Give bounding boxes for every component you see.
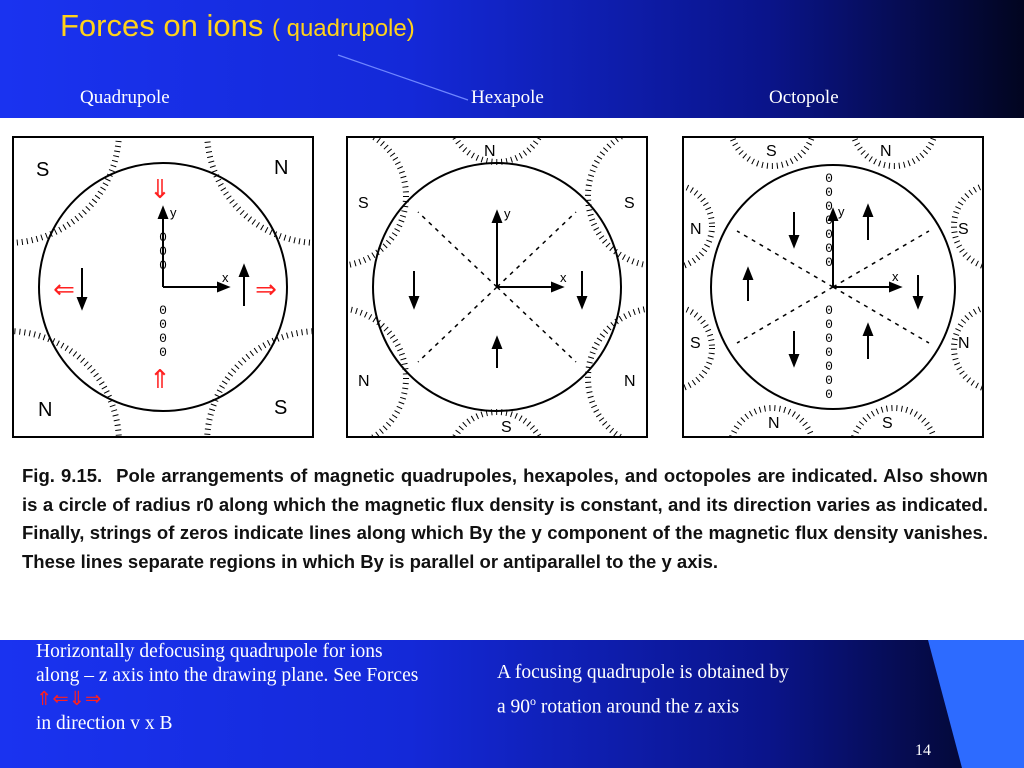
- svg-text:0: 0: [825, 345, 833, 360]
- svg-text:0: 0: [159, 317, 167, 332]
- title-sub: ( quadrupole): [271, 15, 415, 42]
- svg-text:0: 0: [825, 185, 833, 200]
- oct-axis-y: y: [838, 204, 845, 219]
- title-main: Forces on ions: [60, 8, 264, 43]
- quad-pole-s1: S: [36, 159, 50, 181]
- force-arrow-right: ⇒: [255, 275, 277, 305]
- quadrupole-diagram: [12, 136, 314, 438]
- svg-text:0: 0: [159, 331, 167, 346]
- note-right-sup: o: [530, 694, 537, 708]
- caption-text: Pole arrangements of magnetic quadrupoles, hexapoles, and octopoles are indicated. Also shown is a circle of radius r0 along which the magnetic flux density is constant, and its direction varies as indicated. Finally, strings of zeros indicate lines along which By the y component of the magnetic flux density vanishes. These lines separate regions in which By is parallel or antiparallel to the y axis.: [22, 465, 988, 572]
- hex-pole-n1: N: [484, 143, 496, 160]
- oct-pole-n1: N: [880, 143, 892, 160]
- oct-pole-s4: S: [690, 335, 701, 352]
- svg-text:0: 0: [159, 230, 167, 245]
- note-defocusing: [36, 640, 426, 736]
- note-left-text: Horizontally defocusing quadrupole for ions along – z axis into the drawing plane. See Forces: [36, 641, 419, 686]
- hex-pole-s2: S: [624, 195, 635, 212]
- force-arrow-up: ⇑: [149, 365, 171, 395]
- svg-text:0: 0: [825, 303, 833, 318]
- quad-axis-y: y: [170, 205, 177, 220]
- label-octopole: Octopole: [769, 87, 839, 108]
- hexapole-diagram: [346, 136, 648, 438]
- svg-text:0: 0: [825, 227, 833, 242]
- hex-pole-s1: S: [358, 195, 369, 212]
- note-left-arrows: ⇑⇐⇓⇒: [36, 689, 102, 710]
- svg-text:0: 0: [825, 241, 833, 256]
- note-left-tail: in direction v x B: [36, 713, 173, 734]
- svg-text:0: 0: [825, 359, 833, 374]
- quad-pole-n2: N: [38, 399, 53, 421]
- hex-axis-y: y: [504, 206, 511, 221]
- force-arrow-down: ⇓: [149, 175, 171, 205]
- svg-text:0: 0: [825, 255, 833, 270]
- hex-pole-n3: N: [624, 373, 636, 390]
- svg-text:0: 0: [825, 213, 833, 228]
- svg-text:0: 0: [825, 199, 833, 214]
- quad-axis-x: x: [222, 270, 229, 285]
- label-quadrupole: Quadrupole: [80, 87, 170, 108]
- note-right-post: rotation around the z axis: [536, 696, 740, 718]
- svg-text:0: 0: [825, 171, 833, 186]
- quad-pole-s2: S: [274, 397, 288, 419]
- oct-pole-s2: S: [958, 221, 969, 238]
- oct-pole-n3: N: [768, 415, 780, 432]
- hex-pole-s3: S: [501, 419, 512, 436]
- svg-text:0: 0: [825, 331, 833, 346]
- caption-label: Fig. 9.15.: [22, 465, 103, 486]
- octopole-diagram: [682, 136, 984, 438]
- force-arrow-left: ⇐: [53, 275, 75, 305]
- slide-title: [60, 8, 415, 44]
- note-focusing: [497, 658, 797, 722]
- svg-text:0: 0: [825, 373, 833, 388]
- svg-text:0: 0: [159, 303, 167, 318]
- svg-text:0: 0: [159, 345, 167, 360]
- svg-text:0: 0: [825, 317, 833, 332]
- svg-text:0: 0: [159, 244, 167, 259]
- footer-tab: [928, 640, 1024, 768]
- figure-caption: [22, 462, 988, 576]
- note-right-pre: A focusing quadrupole is obtained by a 90: [497, 662, 789, 718]
- oct-pole-n4: N: [690, 221, 702, 238]
- oct-pole-s1: S: [766, 143, 777, 160]
- quad-pole-n1: N: [274, 157, 289, 179]
- oct-pole-n2: N: [958, 335, 970, 352]
- page-number: 14: [915, 742, 931, 759]
- hex-axis-x: x: [560, 270, 567, 285]
- label-hexapole: Hexapole: [471, 87, 544, 108]
- hex-pole-n2: N: [358, 373, 370, 390]
- svg-text:0: 0: [825, 387, 833, 402]
- oct-pole-s3: S: [882, 415, 893, 432]
- svg-text:0: 0: [159, 258, 167, 273]
- oct-axis-x: x: [892, 269, 899, 284]
